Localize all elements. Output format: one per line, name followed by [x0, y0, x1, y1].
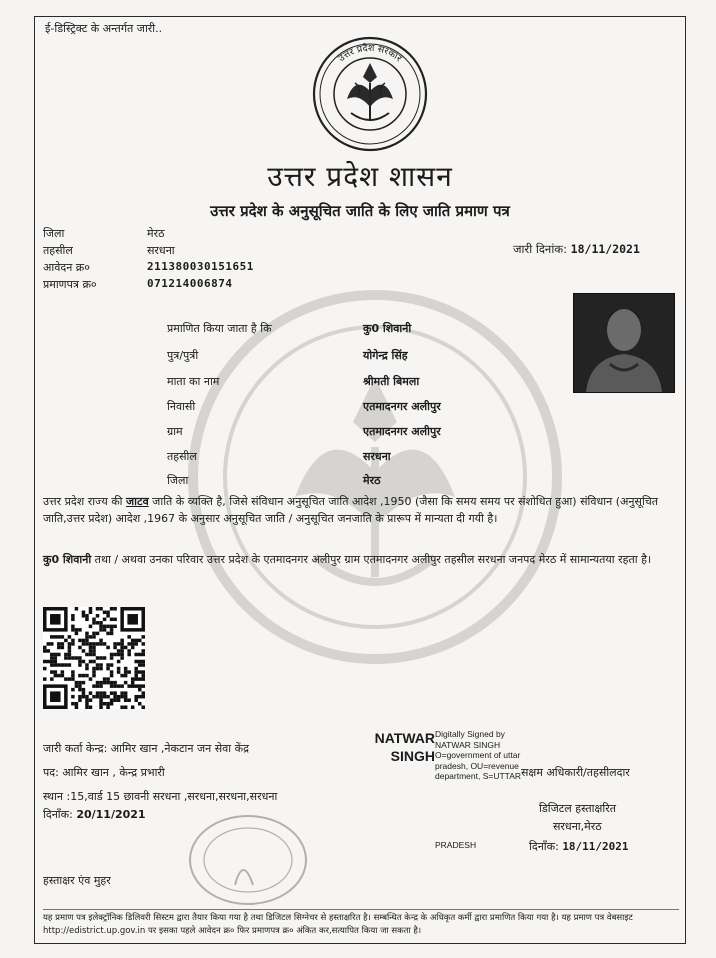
resident-label: निवासी: [167, 400, 196, 413]
signer-name: [365, 729, 435, 765]
signature-details-tail: PRADESH: [435, 840, 477, 850]
issue-date: [513, 242, 640, 257]
district-value: मेरठ: [147, 227, 165, 240]
footnote: यह प्रमाण पत्र इलेक्ट्रॉनिक डिलिवरी सिस्टम द्वारा तैयार किया गया है तथा डिजिटल सिग्नेचर से हस्ताक्षरित है। सम्बन्धित केन्द्र के अधिकृत कर्मी द्वारा प्रमाणित किया गया है। यह प्रमाण पत्र वेबसाइट http://edistrict.up.gov.in पर इसका पहले आवेदन क्र० फिर प्रमाणपत्र क्र० अंकित कर,सत्यापित किया जा सकता है।: [43, 909, 679, 938]
caste-statement-post: जाति के व्यक्ति है, जिसे संविधान अनुसूचित जाति आदेश ,1950 (जैसा कि समय समय पर संशोधित हुआ) संविधान (अनुसूचित जाति,उत्तर प्रदेश) आदेश ,1967 के अनुसार अनुसूचित जाति / अनुसूचित जनजाति के प्रारूप में मान्यता दी गयी है।: [43, 495, 659, 525]
digitally-signed-label: डिजिटल हस्ताक्षरित: [539, 802, 616, 815]
field-district-value: मेरठ: [363, 474, 381, 487]
certificate-frame: [34, 16, 686, 944]
application-label: आवेदन क्र०: [43, 261, 90, 274]
signer-name-line1: NATWAR: [374, 730, 435, 746]
issuer-place: स्थान :15,वार्ड 15 छावनी सरधना ,सरधना,सरधना,सरधना: [43, 790, 278, 803]
caste-statement: [43, 493, 673, 527]
emblem-text: उत्तर प्रदेश सरकार: [336, 42, 404, 65]
top-note: ई-डिस्ट्रिक्ट के अन्तर्गत जारी..: [45, 22, 163, 35]
village-value: एतमादनगर अलीपुर: [363, 425, 441, 438]
authority-place: सरधना,मेरठ: [553, 820, 602, 833]
authority-date-value: 18/11/2021: [562, 840, 629, 853]
certify-label: प्रमाणित किया जाता है कि: [167, 322, 272, 335]
issue-date-label: जारी दिनांक:: [513, 242, 568, 256]
qr-code: [43, 607, 145, 709]
certificate-title: उत्तर प्रदेश के अनुसूचित जाति के लिए जाति प्रमाण पत्र: [210, 202, 510, 220]
caste-statement-pre: उत्तर प्रदेश राज्य की: [43, 495, 127, 508]
field-district-label: जिला: [167, 474, 189, 487]
application-number: 211380030151651: [147, 260, 254, 273]
certificate-no-label: प्रमाणपत्र क्र०: [43, 278, 97, 291]
authority-title: सक्षम अधिकारी/तहसीलदार: [521, 766, 630, 779]
field-tehsil-value: सरधना: [363, 450, 391, 463]
residence-name: कु0 शिवानी: [43, 553, 92, 566]
authority-date-label: दिनाँक:: [529, 840, 559, 853]
certificate-number: 071214006874: [147, 277, 233, 290]
issue-date-value: 18/11/2021: [570, 242, 640, 256]
applicant-photo: [573, 293, 675, 393]
svg-text:उत्तर प्रदेश सरकार: [336, 42, 404, 65]
issuer-date: [43, 807, 146, 822]
caste-name: जाटव: [126, 495, 149, 508]
village-label: ग्राम: [167, 425, 183, 438]
issuer-date-label: दिनाँक:: [43, 808, 73, 821]
certify-name: कु0 शिवानी: [363, 322, 412, 335]
government-title: उत्तर प्रदेश शासन: [267, 160, 453, 193]
issuer-date-value: 20/11/2021: [76, 808, 146, 821]
mother-name: श्रीमती बिमला: [363, 375, 420, 388]
resident-value: एतमादनगर अलीपुर: [363, 400, 441, 413]
issuer-center: जारी कर्ता केन्द्र: आमिर खान ,नेकटान जन सेवा केंद्र: [43, 742, 249, 755]
mother-label: माता का नाम: [167, 375, 220, 388]
signature-seal-label: हस्ताक्षर एंव मुहर: [43, 874, 111, 887]
office-stamp: [183, 805, 313, 905]
tehsil-value: सरधना: [147, 244, 175, 257]
authority-date: [529, 839, 629, 854]
father-name: योगेन्द्र सिंह: [363, 349, 408, 362]
field-tehsil-label: तहसील: [167, 450, 197, 463]
residence-statement: [43, 551, 673, 568]
district-label: जिला: [43, 227, 65, 240]
issuer-post: पद: आमिर खान , केन्द्र प्रभारी: [43, 766, 165, 779]
residence-text: तथा / अथवा उनका परिवार उत्तर प्रदेश के एतमादनगर अलीपुर ग्राम एतमादनगर अलीपुर तहसील सरधना जनपद मेरठ में सामान्यतया रहता है।: [91, 553, 652, 566]
son-daughter-label: पुत्र/पुत्री: [167, 349, 199, 362]
tehsil-label: तहसील: [43, 244, 73, 257]
signer-name-line2: SINGH: [390, 748, 435, 764]
up-government-emblem: [311, 35, 429, 153]
signature-details: Digitally Signed by NATWAR SINGH O=government of uttar pradesh, OU=revenue department, S=UTTAR: [435, 729, 522, 781]
person-icon: [574, 294, 674, 392]
